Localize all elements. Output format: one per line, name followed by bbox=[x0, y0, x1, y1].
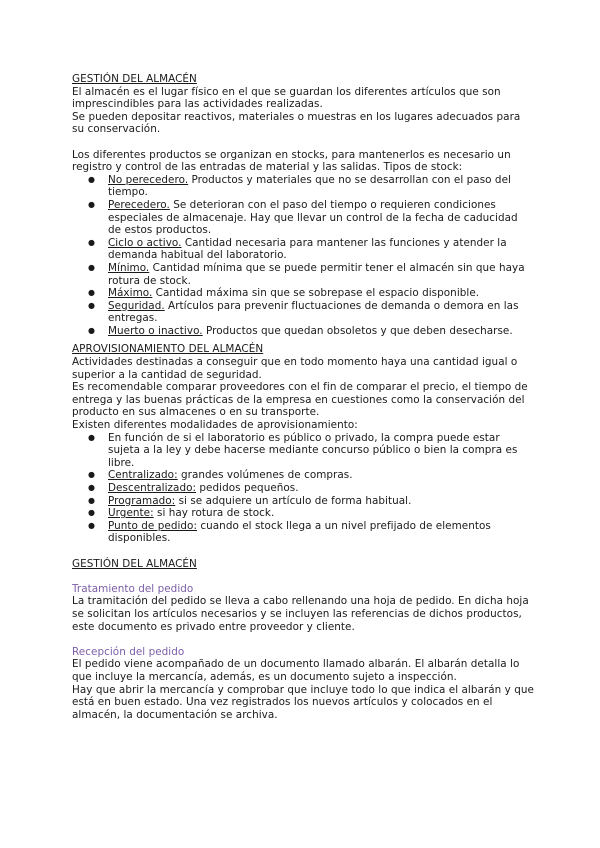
list-item bbox=[72, 174, 534, 199]
section-title-aprovisionamiento: APROVISIONAMIENTO DEL ALMACÉN bbox=[72, 343, 264, 356]
paragraph: Existen diferentes modalidades de aprovisionamiento: bbox=[72, 419, 358, 432]
paragraph: Se pueden depositar reactivos, materiales o muestras en los lugares adecuados para su conservación. bbox=[72, 110, 521, 136]
term: Muerto o inactivo. bbox=[108, 324, 203, 337]
term: Ciclo o activo. bbox=[108, 236, 182, 249]
subheading-recepcion: Recepción del pedido bbox=[72, 645, 185, 658]
stock-types-list bbox=[72, 174, 534, 338]
item-text: Cantidad mínima que se puede permitir tener el almacén sin que haya rotura de stock. bbox=[108, 261, 525, 287]
list-item bbox=[72, 482, 534, 495]
item-text: Cantidad necesaria para mantener las funciones y atender la demanda habitual del laboratorio. bbox=[108, 236, 507, 262]
list-item bbox=[72, 507, 534, 520]
item-text: Se deterioran con el paso del tiempo o requieren condiciones especiales de almacenaje. Hay que llevar un control de la fecha de caducidad de estos productos. bbox=[108, 198, 518, 237]
paragraph: El almacén es el lugar físico en el que se guardan los diferentes artículos que son imprescindibles para las actividades realizadas. bbox=[72, 85, 501, 111]
list-item bbox=[72, 520, 534, 545]
item-text: Productos que quedan obsoletos y que deben desecharse. bbox=[202, 324, 513, 337]
item-text: Productos y materiales que no se desarrollan con el paso del tiempo. bbox=[108, 173, 511, 199]
section-title-gestion-2: GESTIÓN DEL ALMACÉN bbox=[72, 557, 197, 570]
item-text: Artículos para prevenir fluctuaciones de demanda o demora en las entregas. bbox=[108, 299, 519, 325]
item-text: si hay rotura de stock. bbox=[153, 507, 275, 520]
term: Mínimo. bbox=[108, 261, 150, 274]
item-text: cuando el stock llega a un nivel prefijado de elementos disponibles. bbox=[108, 519, 491, 545]
list-item: ● En función de si el laboratorio es público o privado, la compra puede estar sujeta a la ley y debe hacerse mediante concurso público o bien la compra es libre. bbox=[72, 432, 534, 470]
term: Programado: bbox=[108, 494, 176, 507]
paragraph: Actividades destinadas a conseguir que en todo momento haya una cantidad igual o superior a la cantidad de seguridad. bbox=[72, 356, 518, 381]
section-title-gestion: GESTIÓN DEL ALMACÉN bbox=[72, 73, 197, 85]
term: Centralizado: bbox=[108, 469, 178, 482]
term: Urgente: bbox=[108, 507, 154, 520]
list-item bbox=[72, 287, 534, 300]
paragraph: Los diferentes productos se organizan en stocks, para mantenerlos es necesario un registro y control de las entradas de material y las salidas. Tipos de stock: bbox=[72, 148, 511, 174]
paragraph: Es recomendable comparar proveedores con el fin de comparar el precio, el tiempo de entrega y las buenas prácticas de la empresa en cuestiones como la conservación del producto en sus almacenes o en su transporte. bbox=[72, 381, 528, 419]
paragraph: El pedido viene acompañado de un documento llamado albarán. El albarán detalla lo que incluye la mercancía, además, es un documento sujeto a inspección. bbox=[72, 658, 520, 683]
list-item bbox=[72, 300, 534, 325]
item-text: pedidos pequeños. bbox=[196, 482, 299, 494]
term: Máximo. bbox=[108, 287, 153, 300]
subheading-tratamiento: Tratamiento del pedido bbox=[72, 582, 194, 595]
document-page bbox=[72, 73, 534, 721]
item-text: si se adquiere un artículo de forma habitual. bbox=[175, 494, 412, 507]
paragraph: La tramitación del pedido se lleva a cabo rellenando una hoja de pedido. En dicha hoja se solicitan los artículos necesarios y se incluyen las referencias de dichos productos, este documento es privado entre proveedor y cliente. bbox=[72, 595, 529, 633]
term: Perecedero. bbox=[108, 198, 170, 211]
aprovisionamiento-list bbox=[72, 432, 534, 545]
list-item bbox=[72, 469, 534, 482]
item-text: grandes volúmenes de compras. bbox=[177, 469, 353, 482]
list-item bbox=[72, 237, 534, 262]
list-item bbox=[72, 199, 534, 237]
term: Seguridad. bbox=[108, 299, 165, 312]
term: No perecedero. bbox=[108, 173, 189, 186]
list-item bbox=[72, 325, 534, 338]
item-text: Cantidad máxima sin que se sobrepase el espacio disponible. bbox=[152, 287, 480, 300]
term: Descentralizado: bbox=[108, 482, 197, 494]
term: Punto de pedido: bbox=[108, 519, 198, 532]
list-item bbox=[72, 262, 534, 287]
list-item bbox=[72, 495, 534, 508]
paragraph: Hay que abrir la mercancía y comprobar que incluye todo lo que indica el albarán y que está en buen estado. Una vez registrados los nuevos artículos y colocados en el almacén, la documentación se archiva. bbox=[72, 683, 534, 721]
